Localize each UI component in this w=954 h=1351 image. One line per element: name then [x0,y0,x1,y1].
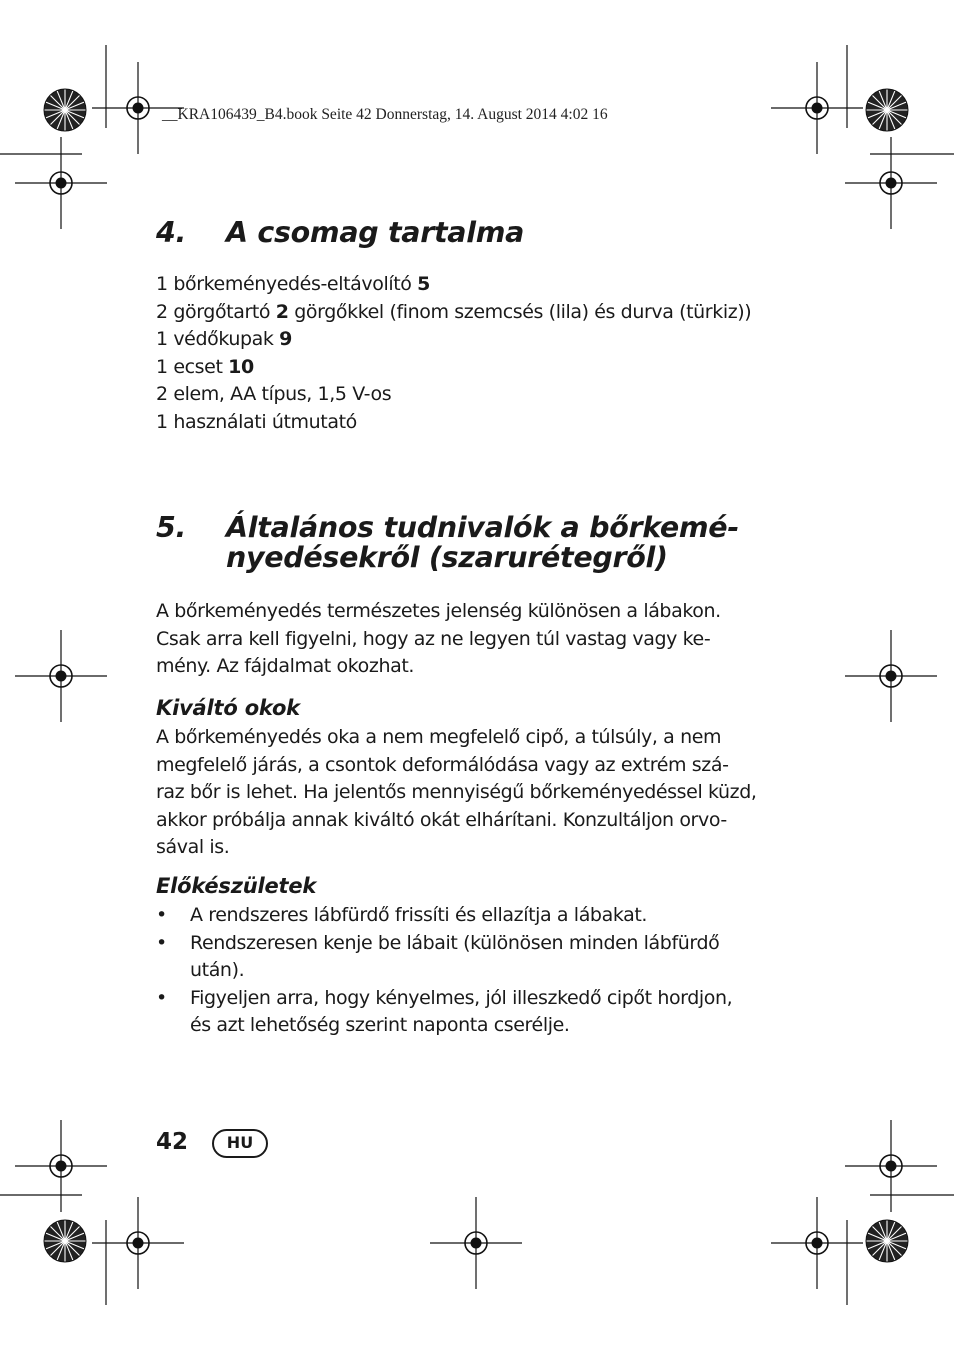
causes-paragraph: A bőrkeményedés oka a nem megfelelő cipő, a túlsúly, a nem megfelelő járás, a csontok deformálódása vagy az extrém szá- raz bőr is lehet. Ha jelentős mennyiségű bőrkeményedéssel küzd, akkor próbálja annak kiváltó okát elhárítani. Konzultáljon orvo- sával is. [156,726,757,858]
section-5-title: Általános tudnivalók a bőrkemé- nyedésekről (szarurétegről) [226,511,739,574]
part-ref: 10 [228,355,254,378]
intro-paragraph: A bőrkeményedés természetes jelenség különösen a lábakon. Csak arra kell figyelni, hogy az ne legyen túl vastag vagy ke- mény. Az fájdalmat okozhat. [156,600,721,677]
prevention-heading: Előkészületek [156,874,317,898]
causes-heading: Kiváltó okok [156,696,300,720]
part-ref: 5 [417,273,430,295]
bullet-icon: • [156,904,167,926]
list-item: 2 görgőtartó 2 görgőkkel (finom szemcsés (lila) és durva (türkiz)) [156,300,752,323]
section-4-number: 4. [156,216,187,249]
section-5-number: 5. [156,511,187,544]
list-item: • A rendszeres lábfürdő frissíti és ellazítja a lábakat. [156,902,732,930]
list-item: 1 védőkupak 9 [156,328,292,350]
bullet-icon: • [156,986,167,1009]
list-item: 1 ecset 10 [156,355,254,378]
package-contents-list [156,271,751,436]
list-item: 2 elem, AA típus, 1,5 V-os [156,383,392,405]
section-4-title: A csomag tartalma [226,216,525,249]
part-ref: 9 [279,328,292,350]
bullet-icon: • [156,931,167,954]
list-item: • Figyeljen arra, hogy kényelmes, jól illeszkedő cipőt hordjon, és azt lehetőség szerint naponta cserélje. [156,986,733,1036]
page-number: 42 [156,1129,189,1155]
list-item: • Rendszeresen kenje be lábait (különösen minden lábfürdő után). [156,931,720,981]
language-badge: HU [212,1129,268,1158]
list-item: 1 bőrkeményedés-eltávolító 5 [156,273,430,295]
part-ref: 2 [275,300,289,323]
prevention-bullet-list [156,902,732,1040]
list-item: 1 használati útmutató [156,410,357,433]
print-file-header: __KRA106439_B4.book Seite 42 Donnerstag, 14. August 2014 4:02 16 [162,106,608,123]
